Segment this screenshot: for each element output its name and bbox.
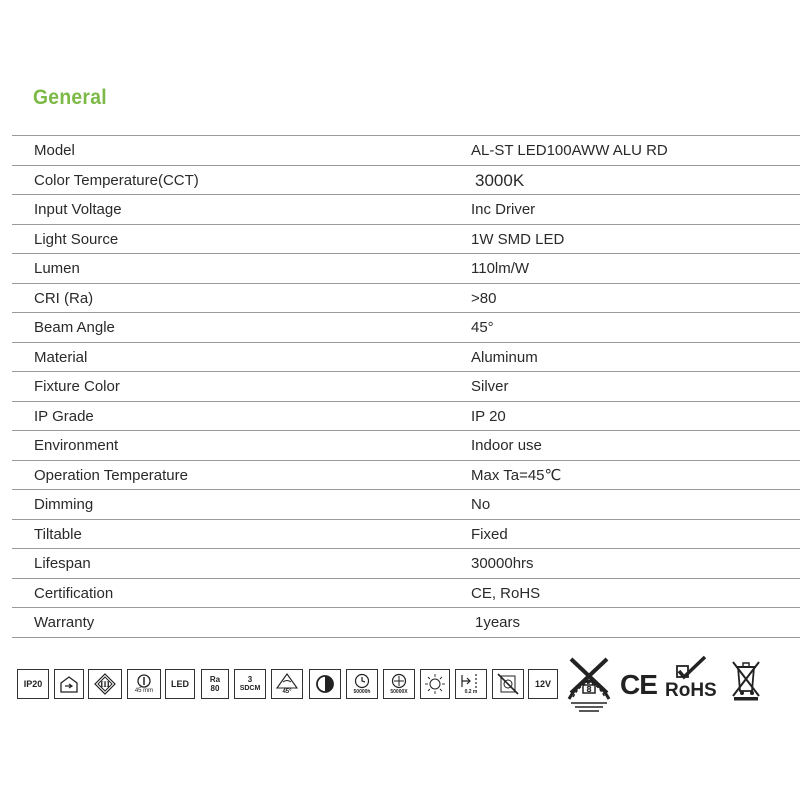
spec-label: Lumen xyxy=(34,260,80,277)
spec-label: Certification xyxy=(34,584,114,602)
spec-label: Material xyxy=(34,348,88,366)
voltage-12v-icon xyxy=(528,669,558,699)
spec-value: 45° xyxy=(471,319,494,336)
beam-text: 45° xyxy=(282,689,292,695)
spec-label: Operation Temperature xyxy=(34,466,188,484)
spec-label: Input Voltage xyxy=(34,201,122,218)
spec-label: Dimming xyxy=(34,496,94,513)
table-row xyxy=(12,490,800,520)
spec-value: Indoor use xyxy=(471,437,542,454)
driver-icon xyxy=(54,669,84,699)
spec-label: Warranty xyxy=(34,614,95,631)
cycles-text: 50000X xyxy=(390,689,408,695)
table-row xyxy=(12,520,800,550)
svg-text:8: 8 xyxy=(586,685,592,694)
spec-value: 30000hrs xyxy=(471,555,534,572)
section-title: General xyxy=(33,86,107,109)
non-dimmable-icon xyxy=(309,669,341,699)
table-row xyxy=(12,549,800,579)
spec-value: Inc Driver xyxy=(471,201,536,218)
class3-icon xyxy=(88,669,122,699)
spec-value: >80 xyxy=(471,289,497,307)
table-row xyxy=(12,225,800,255)
table-row xyxy=(12,195,800,225)
table-row xyxy=(12,166,800,196)
led-icon xyxy=(165,669,195,699)
table-row xyxy=(12,402,800,432)
spec-label: Tiltable xyxy=(34,525,82,543)
table-row xyxy=(12,431,800,461)
rohs-text: RoHS xyxy=(665,680,717,701)
table-row xyxy=(12,343,800,373)
certification-icon-strip xyxy=(17,655,777,715)
table-row xyxy=(12,461,800,491)
table-row xyxy=(12,579,800,609)
spec-label: CRI (Ra) xyxy=(34,289,94,307)
spec-label: IP Grade xyxy=(34,407,94,425)
spec-label: Environment xyxy=(34,437,119,454)
spec-value: Aluminum xyxy=(471,348,538,366)
weee-bin-icon xyxy=(730,659,762,706)
no-dimmer-icon xyxy=(492,669,524,699)
spec-value: Max Ta=45℃ xyxy=(471,466,562,484)
ip20-text: IP20 xyxy=(23,679,43,689)
spec-value: 110lm/W xyxy=(471,260,530,277)
spec-table xyxy=(12,135,800,638)
spec-value: AL-ST LED100AWW ALU RD xyxy=(471,142,668,159)
table-row xyxy=(12,284,800,314)
spec-label: Lifespan xyxy=(34,555,91,572)
table-row xyxy=(12,254,800,284)
spec-value: Silver xyxy=(471,378,509,395)
table-row xyxy=(12,372,800,402)
distance-icon xyxy=(455,669,487,699)
beam-angle-icon xyxy=(271,669,303,699)
sdcm-label: SDCM xyxy=(239,685,261,692)
table-row xyxy=(12,313,800,343)
spec-value: 3000K xyxy=(475,170,525,190)
svg-text:III: III xyxy=(100,680,110,689)
spec-value: IP 20 xyxy=(471,407,506,425)
spec-label: Color Temperature(CCT) xyxy=(34,171,199,189)
spec-label: Fixture Color xyxy=(34,378,120,395)
spec-value: CE, RoHS xyxy=(471,584,541,602)
no-insulation-icon xyxy=(563,655,615,718)
rohs-mark-icon xyxy=(665,655,723,705)
sdcm-value: 3 xyxy=(247,675,253,684)
ra80-icon xyxy=(201,669,229,699)
spec-value: 1W SMD LED xyxy=(471,230,565,248)
cutout-icon xyxy=(127,669,161,699)
ra-value: 80 xyxy=(210,684,220,693)
table-row xyxy=(12,608,800,638)
spec-label: Model xyxy=(34,142,75,159)
switch-cycles-icon xyxy=(383,669,415,699)
lifespan-icon xyxy=(346,669,378,699)
cutout-text: 45 mm xyxy=(134,688,154,694)
sdcm-icon xyxy=(234,669,266,699)
spec-label: Light Source xyxy=(34,230,119,248)
table-row xyxy=(12,136,800,166)
spec-value: No xyxy=(471,496,491,513)
bright-icon xyxy=(420,669,450,699)
spec-value: Fixed xyxy=(471,525,508,543)
life-text: 50000h xyxy=(353,689,371,695)
spec-label: Beam Angle xyxy=(34,319,115,336)
ip20-icon xyxy=(17,669,49,699)
voltage-text: 12V xyxy=(534,679,551,689)
ra-label: Ra xyxy=(209,675,221,684)
spec-value: 1years xyxy=(475,614,521,631)
led-text: LED xyxy=(171,679,189,689)
ce-mark-icon: CE xyxy=(620,669,657,700)
distance-text: 0.2 m xyxy=(464,689,478,695)
